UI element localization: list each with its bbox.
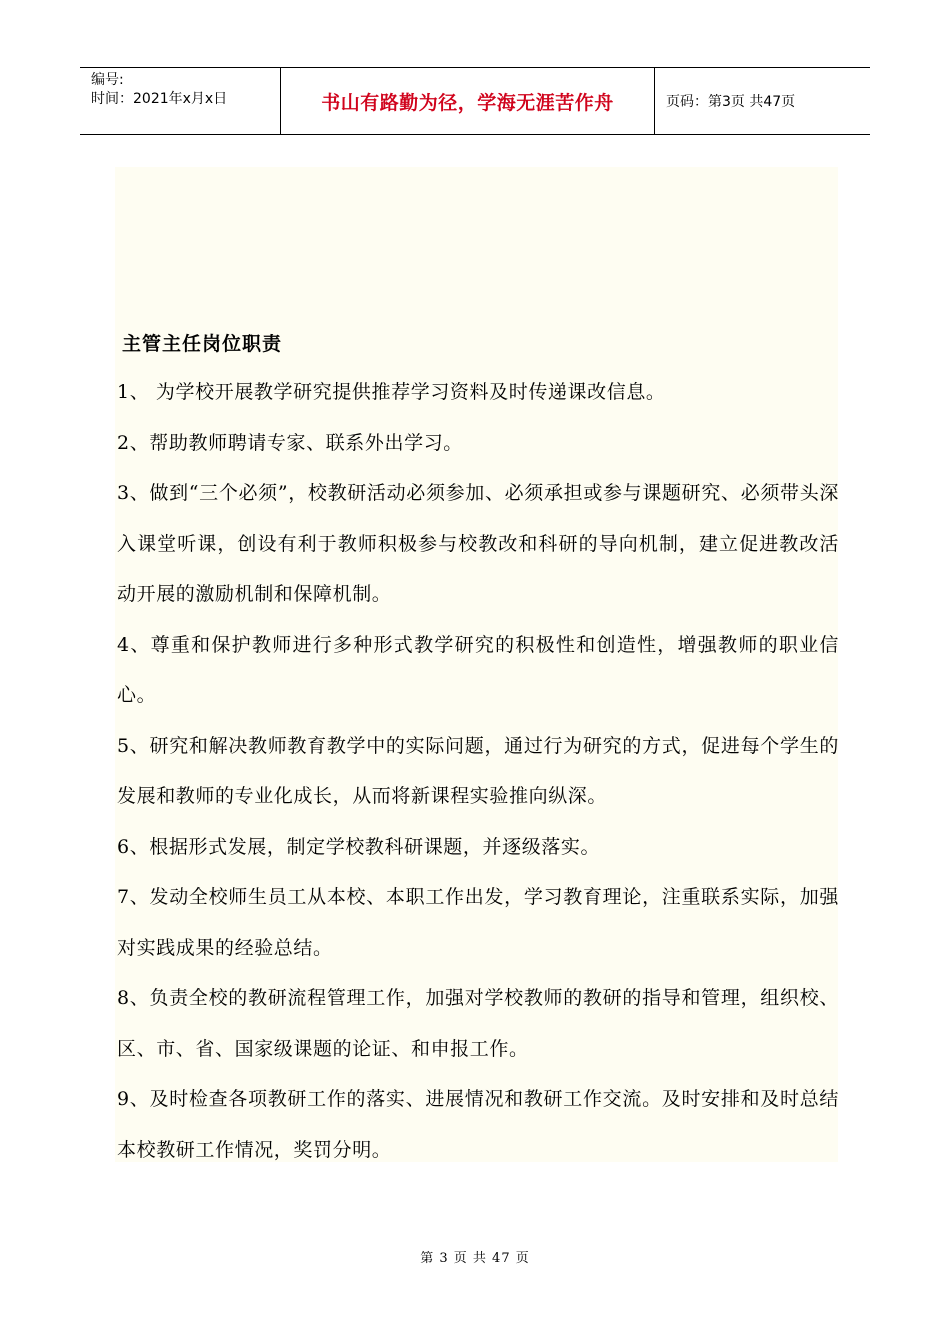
document-time-label: 时间：2021年x月x日	[91, 91, 228, 107]
document-title: 主管主任岗位职责	[122, 333, 283, 355]
duty-item-7: 7、发动全校师生员工从本校、本职工作出发，学习教育理论，注重联系实际，加强对实践成果的经验总结。	[117, 886, 839, 959]
duty-item-1: 1、 为学校开展教学研究提供推荐学习资料及时传递课改信息。	[117, 381, 666, 403]
header-motto: 书山有路勤为径，学海无涯苦作舟	[321, 91, 614, 114]
duty-item-5: 5、研究和解决教师教育教学中的实际问题，通过行为研究的方式，促进每个学生的发展和教师的专业化成长，从而将新课程实验推向纵深。	[117, 734, 839, 807]
duty-list	[117, 367, 839, 1175]
page-footer: 第 3 页 共 47 页	[420, 1251, 530, 1266]
duty-item-3: 3、做到“三个必须”，校教研活动必须参加、必须承担或参与课题研究、必须带头深入课堂听课，创设有利于教师积极参与校教改和科研的导向机制，建立促进教改活动开展的激励机制和保障机制。	[117, 482, 839, 605]
header-motto-cell	[281, 68, 655, 134]
document-number-label: 编号:	[91, 72, 124, 88]
duty-item-2: 2、帮助教师聘请专家、联系外出学习。	[117, 431, 463, 454]
duty-item-4: 4、尊重和保护教师进行多种形式教学研究的积极性和创造性，增强教师的职业信心。	[117, 633, 839, 706]
header-page-cell	[655, 68, 870, 134]
header-page-info: 页码：第3页 共47页	[666, 94, 796, 110]
header-meta-cell	[80, 68, 281, 134]
duty-item-9: 9、及时检查各项教研工作的落实、进展情况和教研工作交流。及时安排和及时总结本校教研工作情况，奖罚分明。	[117, 1088, 839, 1161]
duty-item-8: 8、负责全校的教研流程管理工作，加强对学校教师的教研的指导和管理，组织校、区、市、省、国家级课题的论证、和申报工作。	[117, 987, 839, 1060]
page-header	[80, 67, 870, 135]
duty-item-6: 6、根据形式发展，制定学校教科研课题，并逐级落实。	[117, 835, 601, 858]
document-body	[115, 167, 838, 1162]
